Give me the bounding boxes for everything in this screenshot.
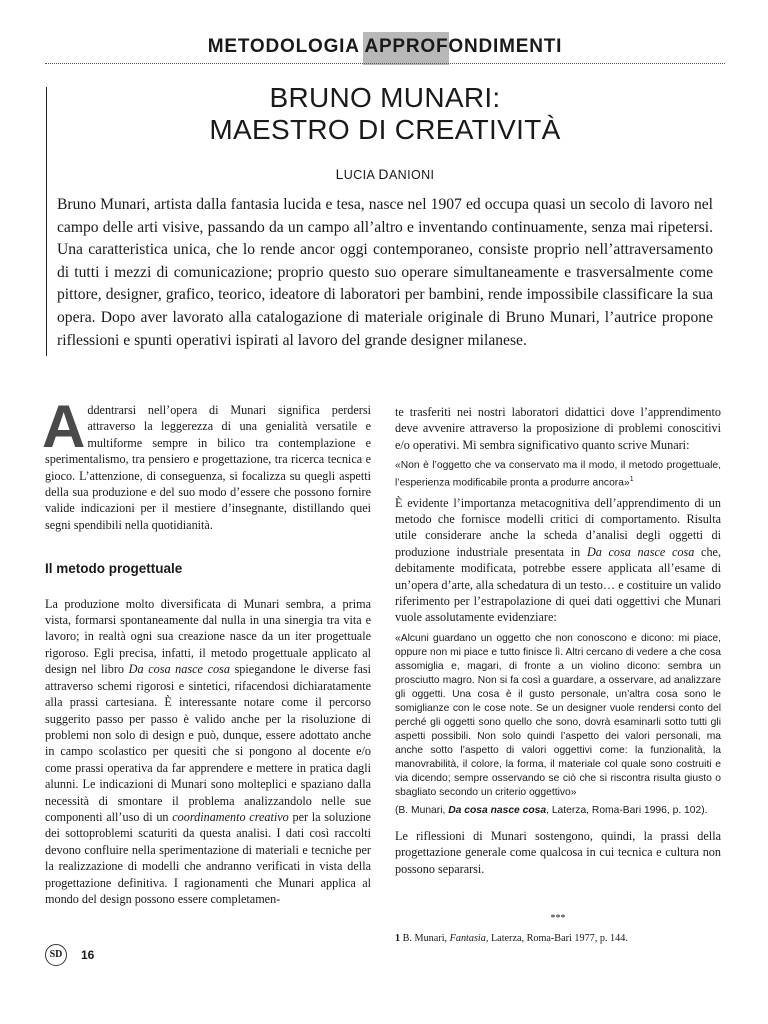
quote-2: «Alcuni guardano un oggetto che non conoscono e dicono: mi piace, oppure non mi piace e tutto finisce lì. Altri cercano di vedere a che cosa assomiglia e, magari, di fronte a un violino dicono: sembra un prosciutto magro. Non si fa così a guardare, a osservare, ad analizzare gli oggetti. Una cosa è il gusto personale, un’altra cosa sono le somiglianze con le cose note. Se un designer vuole rendersi conto del perché gli oggetti sono quello che sono, dovrà esaminarli sotto tutti gli aspetti possibili. Non solo quindi l’aspetto dei valori personali, ma anche sotto l’aspetto di valori oggettivi come: la funzionalità, la manovrabilità, il colore, la forma, il materiale col quale sono costruiti e via dicendo; sempre osservando se ciò che si riscontra risulta giusto o sbagliato secondo un criterio oggettivo»	[395, 632, 721, 798]
cite-text-a: (B. Munari,	[395, 804, 449, 816]
title-line-2: MAESTRO DI CREATIVITÀ	[209, 114, 561, 145]
article-title	[60, 82, 710, 146]
method-text-b: spiegandone le diverse fasi attraverso schemi rigorosi e sintetici, rifacendosi dichiaratamente alla prassi cartesiana. È interessante notare come il percorso suggerito passo per passo è valido anche per la risoluzione di problemi non solo di design e può, dunque, essere adottato anche in campo scolastico per quesiti che si pongono al docente e/o come prassi operativa da far apprendere e mettere in pratica dagli alunni. Le indicazioni di Munari sono molteplici e spaziano dalla necessità di smontare il problema analizzandolo nelle sue componenti all’uso di un	[45, 662, 371, 824]
meta-text-a: È evidente l’importanza metacognitiva dell’apprendimento di un metodo che fornisce modelli critici di comportamento. Risulta utile considerare anche la scheda d’analisi degli oggetti di produzione industriale presentata in	[395, 495, 721, 559]
drop-cap: A	[42, 393, 86, 460]
cite-book: Da cosa nasce cosa	[448, 804, 547, 816]
page-number: 16	[81, 948, 95, 962]
cite-text-b: , Laterza, Roma-Bari 1996, p. 102).	[546, 804, 708, 816]
footnote	[395, 932, 721, 945]
quote-1-text: «Non è l’oggetto che va conservato ma il modo, il metodo progettuale, l’esperienza modificabile pronta a produrre ancora»	[395, 460, 721, 489]
footnote-text-a: B. Munari,	[400, 932, 450, 944]
continuation-paragraph: te trasferiti nei nostri laboratori didattici dove l’apprendimento deve avvenire attraverso la proposizione di problemi conoscitivi e/o operativi. Mi sembra significativo quanto scrive Munari:	[395, 405, 721, 452]
author-first-initial: L	[335, 166, 344, 182]
article-abstract: Bruno Munari, artista dalla fantasia lucida e tesa, nasce nel 1907 ed occupa quasi un secolo di lavoro nel campo delle arti visive, passando da un campo all’altro e inventando continuamente, senza mai ripetersi. Una caratteristica unica, che lo rende ancor oggi contemporaneo, consiste proprio nell’attraversamento di tutti i mezzi di comunicazione; proprio questo suo operare simultaneamente e trasversalmente come pittore, designer, grafico, teorico, ideatore di laboratori per bambini, rende impossibile classificare la sua opera. Dopo aver lavorato alla catalogazione di materiale originale di Bruno Munari, l’autrice propone riflessioni e spunti operativi ispirati al lavoro del grande designer milanese.	[57, 196, 713, 349]
footnote-number: 1	[395, 932, 401, 944]
book-title: Da cosa nasce cosa	[128, 662, 230, 677]
footnote-text-b: , Laterza, Roma-Bari 1977, p. 144.	[485, 932, 628, 944]
intro-paragraph	[42, 393, 371, 533]
page-footer	[45, 944, 94, 966]
author-first-rest: UCIA	[343, 168, 375, 182]
footnote-book: Fantasia	[449, 932, 486, 944]
term-italic: coordinamento creativo	[172, 809, 289, 824]
page-header	[45, 32, 725, 65]
method-paragraph	[45, 596, 371, 908]
meta-text-b: che, debitamente modificata, potrebbe essere applicata all’esame di un’opera d’arte, alla schedatura di un testo… e costituire un valido riferimento per l’estrapolazione di quei dati oggettivi che Munari vuole assolutamente evidenziare:	[395, 544, 721, 625]
book-title: Da cosa nasce cosa	[586, 544, 695, 559]
conclusion-paragraph: Le riflessioni di Munari sostengono, quindi, la prassi della progettazione generale come qualcosa in cui tecnica e cultura non possono separarsi.	[395, 828, 721, 876]
quote-1	[395, 459, 721, 490]
header-dotted-rule	[45, 63, 725, 64]
separator: ***	[550, 913, 566, 925]
section-label: METODOLOGIA APPROFONDIMENTI	[207, 36, 563, 57]
left-column	[42, 393, 371, 907]
intro-vertical-rule	[46, 87, 47, 356]
article-author	[60, 166, 710, 182]
author-last-initial: D	[378, 166, 389, 182]
metacognitive-paragraph	[395, 495, 721, 626]
method-text-c: per la soluzione dei sottoproblemi scaturiti da questa analisi. I dati così raccolti devono confluire nella sperimentazione di materiali e tecniche per la realizzazione di modelli che andranno verificati in vista della progettazione definitiva. I ragionamenti che Munari applica al mondo del design possono essere completamen-	[45, 809, 371, 906]
title-line-1: BRUNO MUNARI:	[269, 82, 501, 113]
intro-text: ddentrarsi nell’opera di Munari significa perdersi attraverso la leggerezza di una genialità versatile e multiforme sempre in bilico tra contemplazione e sperimentalismo, tra pensiero e progettazione, tra ricerca tecnica e gioco. L’attenzione, di conseguenza, si focalizza su quegli aspetti della sua produzione e del suo modo d’essere che possono fornire valide indicazioni per il mestiere d’insegnante, distillando quei segni spendibili nella quotidianità.	[45, 403, 371, 532]
magazine-logo: SD	[45, 944, 67, 966]
quote-citation	[395, 804, 721, 818]
footnote-ref: 1	[629, 476, 634, 484]
section-heading: Il metodo progettuale	[45, 561, 183, 577]
right-column	[395, 404, 721, 945]
method-text-a: La produzione molto diversificata di Munari sembra, a prima vista, formarsi spontaneamente dal nulla in una sinergia tra vita e lavoro; in realtà ogni sua creazione nasce da un iter progettuale rigoroso. Egli precisa, infatti, il metodo progettuale applicato al design nel libro	[45, 596, 371, 677]
author-last-rest: ANIONI	[388, 168, 435, 182]
